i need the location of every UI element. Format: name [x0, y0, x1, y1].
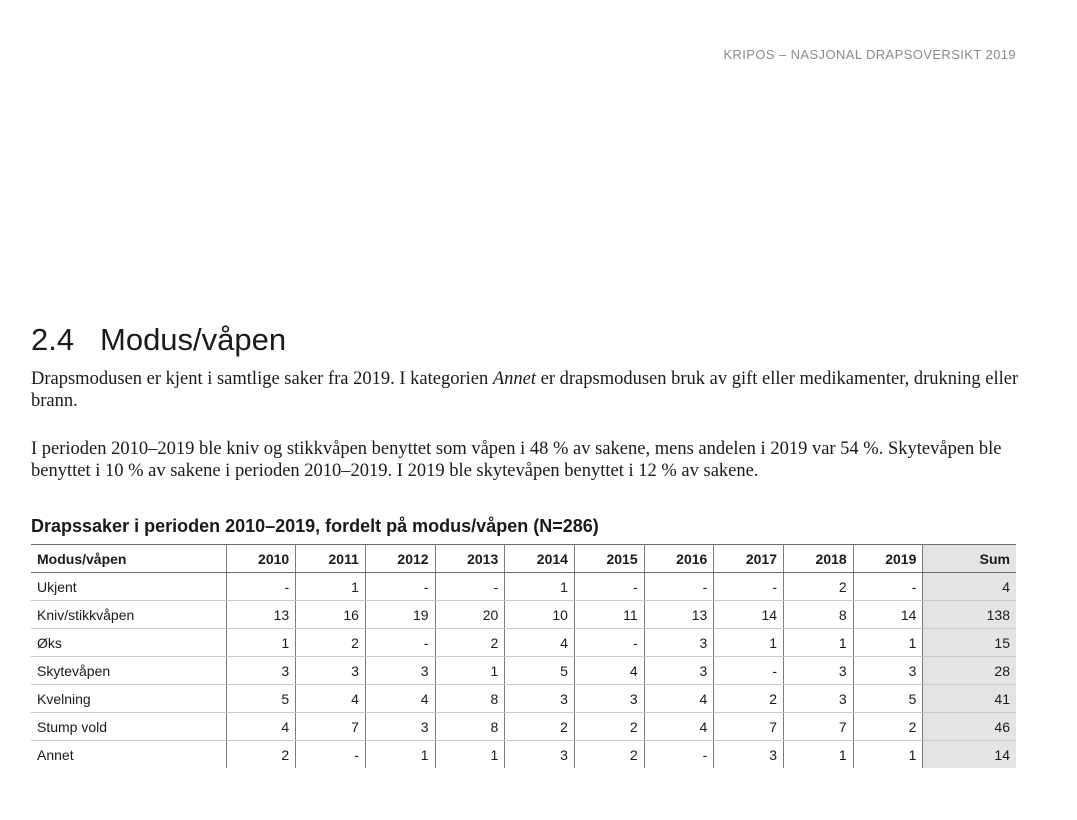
table-cell: 20 — [435, 601, 505, 629]
table-cell: 19 — [365, 601, 435, 629]
row-sum-cell: 15 — [923, 629, 1016, 657]
row-label: Øks — [31, 629, 226, 657]
table-cell: 1 — [853, 741, 923, 769]
table-row — [31, 741, 1016, 769]
table-cell: 14 — [853, 601, 923, 629]
section-number: 2.4 — [31, 322, 75, 357]
table-cell: 2 — [226, 741, 296, 769]
column-header-year: 2015 — [574, 545, 644, 573]
section-heading — [31, 320, 286, 360]
table-cell: 3 — [784, 685, 854, 713]
column-header-year: 2013 — [435, 545, 505, 573]
section-title: Modus/våpen — [100, 322, 287, 357]
row-sum-cell: 46 — [923, 713, 1016, 741]
table-cell: 3 — [505, 741, 575, 769]
table-cell: 8 — [435, 685, 505, 713]
table-cell: 4 — [644, 713, 714, 741]
column-header-year: 2014 — [505, 545, 575, 573]
column-header-year: 2019 — [853, 545, 923, 573]
table-cell: 16 — [296, 601, 366, 629]
column-header-year: 2012 — [365, 545, 435, 573]
column-header-year: 2017 — [714, 545, 784, 573]
table-cell: 3 — [714, 741, 784, 769]
row-sum-cell: 138 — [923, 601, 1016, 629]
table-cell: 3 — [853, 657, 923, 685]
table-cell: 3 — [226, 657, 296, 685]
intro-paragraph — [31, 368, 1021, 412]
column-header-year: 2016 — [644, 545, 714, 573]
row-label: Skytevåpen — [31, 657, 226, 685]
paragraph-text: er drapsmodusen bruk av gift eller medikamenter, drukning eller brann. — [31, 369, 1019, 411]
column-header-year: 2010 — [226, 545, 296, 573]
table-cell: - — [574, 629, 644, 657]
table-row — [31, 629, 1016, 657]
table-cell: 4 — [296, 685, 366, 713]
weapons-paragraph: I perioden 2010–2019 ble kniv og stikkvåpen benyttet som våpen i 48 % av sakene, mens andelen i 2019 var 54 %. Skytevåpen ble benyttet i 10 % av sakene i perioden 2010–2019. I 2019 ble skytevåpen benyttet i 12 % av sakene. — [31, 439, 1002, 481]
table-cell: - — [714, 573, 784, 601]
table-cell: 2 — [435, 629, 505, 657]
table-cell: 5 — [853, 685, 923, 713]
table-cell: 1 — [226, 629, 296, 657]
row-label: Stump vold — [31, 713, 226, 741]
table-cell: 1 — [853, 629, 923, 657]
table-cell: 2 — [853, 713, 923, 741]
table-cell: - — [853, 573, 923, 601]
paragraph-text: Drapsmodusen er kjent i samtlige saker fra 2019. I kategorien — [31, 369, 493, 389]
table-cell: 4 — [644, 685, 714, 713]
table-cell: 1 — [784, 741, 854, 769]
table-cell: 3 — [505, 685, 575, 713]
table-row — [31, 713, 1016, 741]
column-header-label: Modus/våpen — [31, 545, 226, 573]
table-cell: 5 — [226, 685, 296, 713]
table-cell: 13 — [226, 601, 296, 629]
row-label: Ukjent — [31, 573, 226, 601]
table-cell: 10 — [505, 601, 575, 629]
table-cell: 2 — [574, 713, 644, 741]
table-body — [31, 573, 1016, 769]
row-sum-cell: 14 — [923, 741, 1016, 769]
table-cell: - — [365, 573, 435, 601]
table-cell: 4 — [505, 629, 575, 657]
table-cell: - — [296, 741, 366, 769]
table-header-row — [31, 545, 1016, 573]
table-cell: 13 — [644, 601, 714, 629]
table-cell: - — [644, 741, 714, 769]
column-header-sum: Sum — [923, 545, 1016, 573]
table-cell: 1 — [435, 741, 505, 769]
table-cell: 2 — [505, 713, 575, 741]
table-cell: 2 — [714, 685, 784, 713]
table-cell: 3 — [784, 657, 854, 685]
table-cell: 7 — [296, 713, 366, 741]
emphasis-annet: Annet — [492, 369, 536, 389]
table-cell: 4 — [365, 685, 435, 713]
table-cell: - — [574, 573, 644, 601]
row-label: Annet — [31, 741, 226, 769]
table-cell: 3 — [365, 657, 435, 685]
table-cell: - — [226, 573, 296, 601]
table-title: Drapssaker i perioden 2010–2019, fordelt på modus/våpen (N=286) — [31, 516, 599, 536]
row-label: Kvelning — [31, 685, 226, 713]
table-cell: 5 — [505, 657, 575, 685]
table-cell: 7 — [714, 713, 784, 741]
running-header: KRIPOS – NASJONAL DRAPSOVERSIKT 2019 — [723, 47, 1016, 62]
table-cell: 1 — [435, 657, 505, 685]
table-cell: 3 — [644, 657, 714, 685]
table-row — [31, 685, 1016, 713]
table-cell: - — [644, 573, 714, 601]
table-cell: 3 — [365, 713, 435, 741]
table-row — [31, 657, 1016, 685]
table-cell: 3 — [644, 629, 714, 657]
table-cell: 2 — [296, 629, 366, 657]
table-cell: 2 — [784, 573, 854, 601]
table-cell: 8 — [435, 713, 505, 741]
table-cell: - — [714, 657, 784, 685]
row-sum-cell: 28 — [923, 657, 1016, 685]
table-cell: 1 — [784, 629, 854, 657]
table-cell: 3 — [574, 685, 644, 713]
table-cell: 8 — [784, 601, 854, 629]
column-header-year: 2018 — [784, 545, 854, 573]
table-row — [31, 601, 1016, 629]
row-label: Kniv/stikkvåpen — [31, 601, 226, 629]
table-cell: 4 — [226, 713, 296, 741]
table-cell: 7 — [784, 713, 854, 741]
table-cell: 1 — [714, 629, 784, 657]
column-header-year: 2011 — [296, 545, 366, 573]
table-cell: 4 — [574, 657, 644, 685]
table-cell: 14 — [714, 601, 784, 629]
table-cell: 1 — [296, 573, 366, 601]
table-cell: 11 — [574, 601, 644, 629]
table-cell: 3 — [296, 657, 366, 685]
table-cell: 2 — [574, 741, 644, 769]
table-row — [31, 573, 1016, 601]
row-sum-cell: 41 — [923, 685, 1016, 713]
weapon-table — [31, 544, 1016, 768]
row-sum-cell: 4 — [923, 573, 1016, 601]
table-cell: - — [365, 629, 435, 657]
table-cell: 1 — [505, 573, 575, 601]
table-cell: - — [435, 573, 505, 601]
table-cell: 1 — [365, 741, 435, 769]
